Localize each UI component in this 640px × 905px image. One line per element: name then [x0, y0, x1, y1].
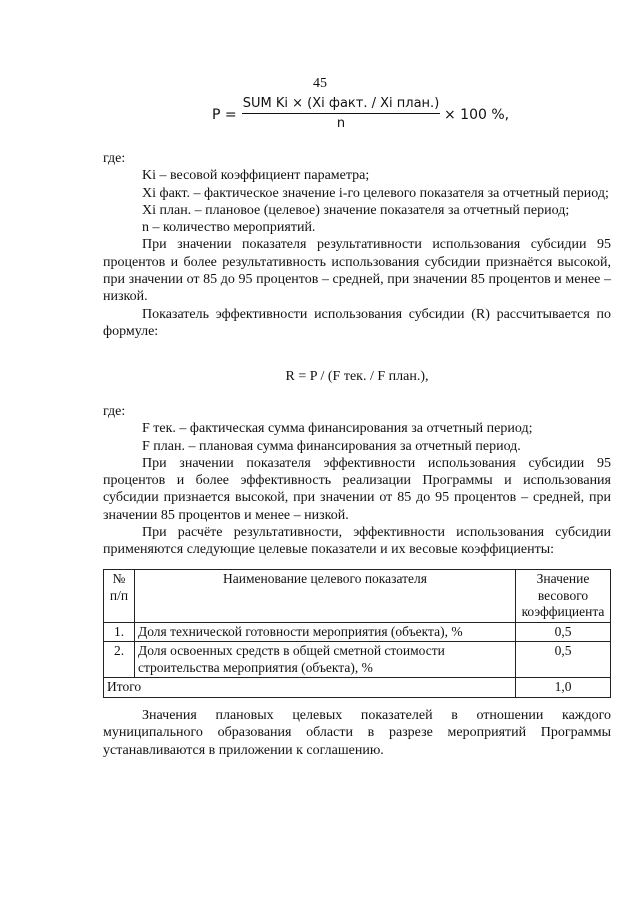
table-row — [104, 622, 611, 642]
para-result: При значении показателя результативности использования субсидии 95 процентов и более результативность использования субсидии признаётся высокой, при значении от 85 до 95 процентов – средней, при значении 85 процентов и менее – низкой. — [103, 237, 611, 305]
formula-r: R = P / (F тек. / F план.), — [285, 369, 429, 384]
para-eff: При значении показателя эффективности использования субсидии 95 процентов и более эффективность реализации Программы и использования субсидии признается высокой, при значении от 85 до 95 процентов – средней, при значении 85 процентов и менее – низкой. — [103, 455, 611, 523]
def-n: n – количество мероприятий. — [142, 220, 316, 236]
definitions-block-1 — [103, 150, 611, 340]
closing-block — [103, 707, 611, 759]
def-xi-plan: Xi план. – плановое (целевое) значение показателя за отчетный период; — [142, 202, 570, 218]
formula-p — [0, 96, 640, 140]
header-num: № п/п — [104, 570, 135, 623]
formula-p-numerator: SUM Ki × (Xi факт. / Xi план.) — [242, 96, 440, 114]
where-label-2: где: — [103, 404, 126, 419]
def-f-plan: F план. – плановая сумма финансирования за отчетный период. — [142, 438, 521, 454]
indicators-table — [103, 569, 611, 698]
definitions-block-2 — [103, 403, 611, 559]
closing-paragraph: Значения плановых целевых показателей в отношении каждого муниципального образования области в разрезе мероприятий Программы устанавливаются в приложении к соглашению. — [103, 708, 611, 758]
formula-p-lhs: P = — [212, 107, 237, 123]
row-value: 0,5 — [516, 642, 611, 678]
page-number: 45 — [313, 76, 327, 91]
para-eff-intro: Показатель эффективности использования субсидии (R) рассчитывается по формуле: — [103, 306, 611, 339]
row-name: Доля технической готовности мероприятия (объекта), % — [135, 622, 516, 642]
total-value: 1,0 — [516, 678, 611, 698]
where-label: где: — [103, 151, 126, 166]
total-label: Итого — [104, 678, 516, 698]
formula-p-denominator: n — [336, 116, 346, 131]
header-value: Значение весового коэффициента — [516, 570, 611, 623]
header-name: Наименование целевого показателя — [135, 570, 516, 623]
row-value: 0,5 — [516, 622, 611, 642]
formula-p-rhs: × 100 %, — [444, 107, 510, 123]
row-name: Доля освоенных средств в общей сметной стоимости строительства мероприятия (объекта), % — [135, 642, 516, 678]
def-ki: Ki – весовой коэффициент параметра; — [142, 168, 370, 184]
row-num: 2. — [104, 642, 135, 678]
def-xi-fact: Xi факт. – фактическое значение i-го целевого показателя за отчетный период; — [142, 185, 609, 201]
para-calc: При расчёте результативности, эффективности использования субсидии применяются следующие целевые показатели и их весовые коэффициенты: — [103, 525, 611, 558]
table-header-row — [104, 570, 611, 623]
def-f-tek: F тек. – фактическая сумма финансирования за отчетный период; — [142, 421, 533, 437]
table-total-row — [104, 678, 611, 698]
row-num: 1. — [104, 622, 135, 642]
table-row — [104, 642, 611, 678]
formula-p-fraction — [242, 96, 440, 131]
